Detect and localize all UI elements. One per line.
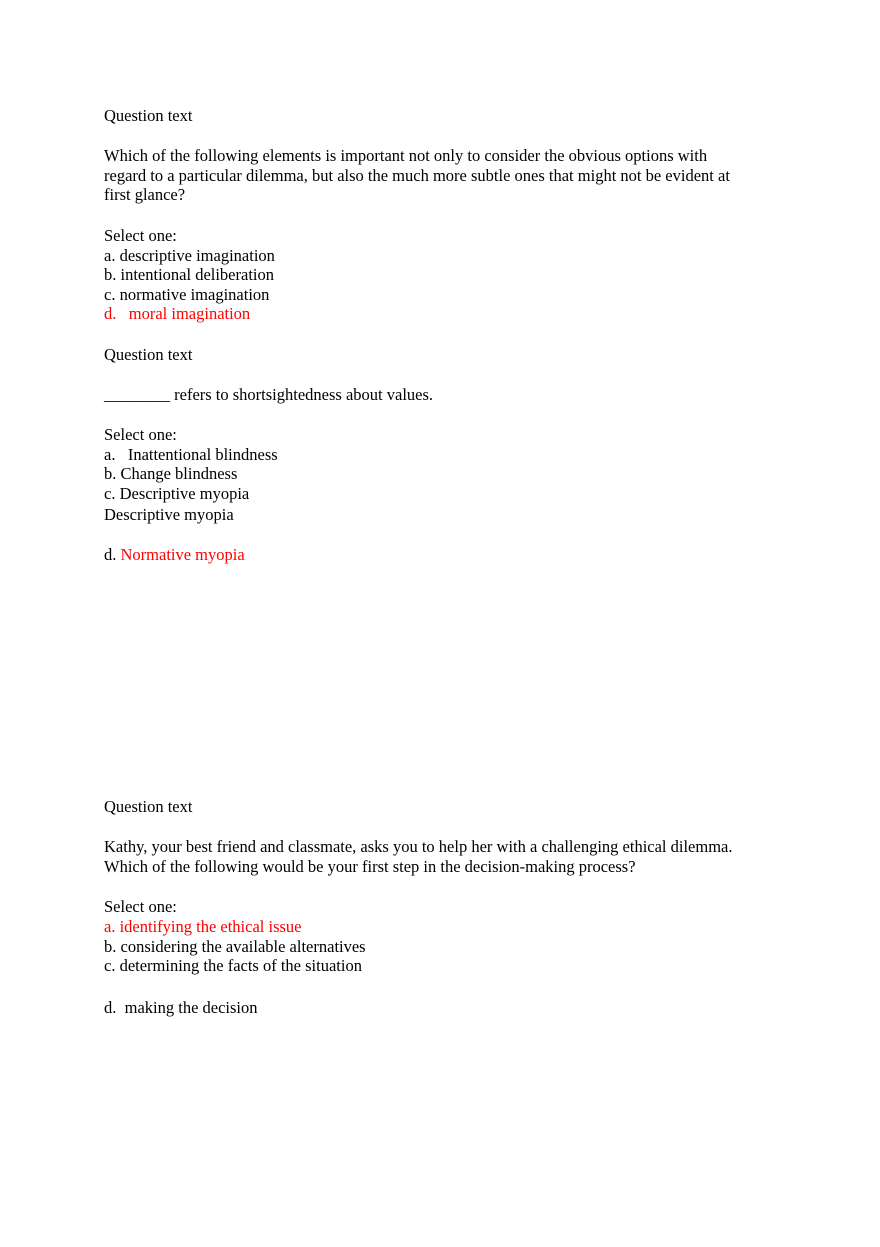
question-2-option-d bbox=[104, 545, 245, 565]
question-2-prompt: ________ refers to shortsightedness about values. bbox=[104, 385, 434, 404]
question-3-prompt-line-1: Kathy, your best friend and classmate, asks you to help her with a challenging ethical dilemma. bbox=[104, 836, 733, 856]
question-1-select-label: Select one: bbox=[104, 226, 177, 245]
question-2-option-d-prefix: d. bbox=[104, 544, 121, 564]
question-2-option-c: c. Descriptive myopia bbox=[104, 484, 250, 503]
question-1-option-d-answer: d. moral imagination bbox=[104, 304, 251, 323]
question-3-option-a-answer: a. identifying the ethical issue bbox=[104, 916, 302, 936]
question-1-prompt-line-2: regard to a particular dilemma, but also the much more subtle ones that might not be evident at bbox=[104, 165, 730, 185]
question-3-option-b: b. considering the available alternatives bbox=[104, 936, 366, 956]
question-3-header: Question text bbox=[104, 797, 193, 816]
question-1-header: Question text bbox=[104, 106, 193, 125]
question-1-option-b: b. intentional deliberation bbox=[104, 265, 274, 284]
question-2-option-a: a. Inattentional blindness bbox=[104, 444, 278, 464]
question-2-header: Question text bbox=[104, 345, 193, 364]
question-2-stray-text: Descriptive myopia bbox=[104, 504, 234, 524]
question-1-prompt-line-1: Which of the following elements is important not only to consider the obvious options with bbox=[104, 146, 708, 165]
question-1-option-c: c. normative imagination bbox=[104, 284, 270, 304]
question-1-prompt-line-3: first glance? bbox=[104, 185, 186, 204]
question-3-option-c: c. determining the facts of the situation bbox=[104, 956, 362, 975]
question-2-option-b: b. Change blindness bbox=[104, 464, 238, 483]
question-2-option-d-answer: Normative myopia bbox=[120, 544, 245, 564]
question-3-select-label: Select one: bbox=[104, 896, 177, 916]
question-3-option-d: d. making the decision bbox=[104, 997, 258, 1017]
question-1-option-a: a. descriptive imagination bbox=[104, 245, 275, 265]
question-2-select-label: Select one: bbox=[104, 425, 177, 444]
question-3-prompt-line-2: Which of the following would be your first step in the decision-making process? bbox=[104, 856, 636, 876]
